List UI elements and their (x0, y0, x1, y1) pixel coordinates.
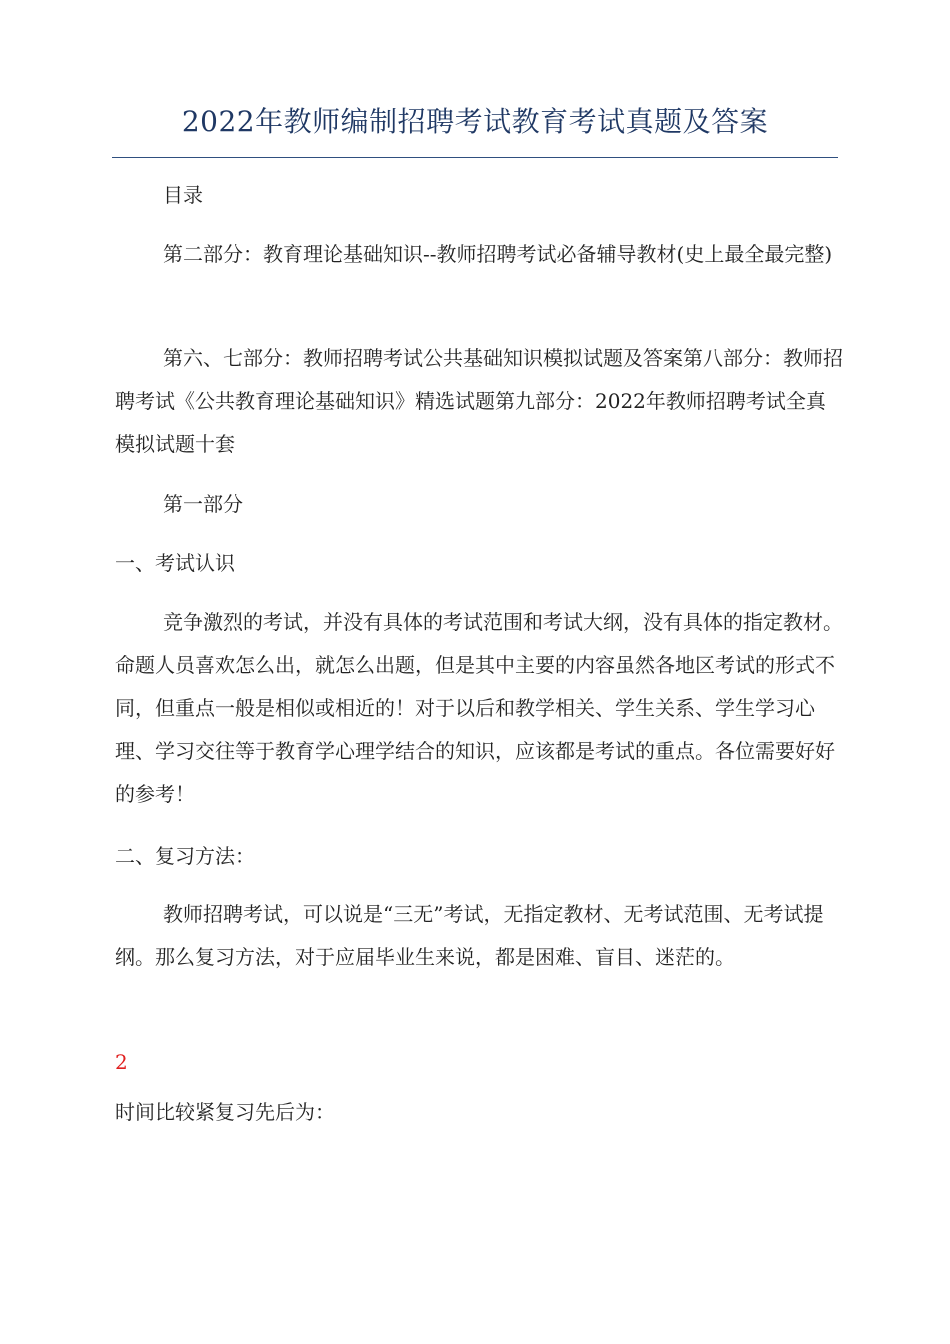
part-heading: 第一部分 (163, 492, 243, 516)
page-number: 2 (115, 1050, 128, 1074)
toc-line-part-2: 第二部分：教育理论基础知识--教师招聘考试必备辅导教材(史上最全最完整) (163, 242, 833, 266)
title-divider (112, 157, 838, 158)
toc-heading: 目录 (163, 183, 203, 207)
document-title: 2022年教师编制招聘考试教育考试真题及答案 (181, 105, 769, 138)
section-2-body: 教师招聘考试，可以说是“三无”考试，无指定教材、无考试范围、无考试提纲。那么复习方法，对于应届毕业生来说，都是困难、盲目、迷茫的。 (115, 902, 824, 969)
section-1-body: 竞争激烈的考试，并没有具体的考试范围和考试大纲，没有具体的指定教材。命题人员喜欢怎么出，就怎么出题，但是其中主要的内容虽然各地区考试的形式不同，但重点一般是相似或相近的！对于以后和教学相关、学生关系、学生学习心理、学习交往等于教育学心理学结合的知识，应该都是考试的重点。各位需要好好的参考！ (115, 610, 843, 806)
toc-line-parts-6-9: 第六、七部分：教师招聘考试公共基础知识模拟试题及答案第八部分：教师招聘考试《公共教育理论基础知识》精选试题第九部分：2022年教师招聘考试全真模拟试题十套 (115, 346, 843, 456)
section-1-heading: 一、考试认识 (115, 551, 235, 575)
section-2-heading: 二、复习方法： (115, 844, 255, 868)
closing-line: 时间比较紧复习先后为： (115, 1100, 335, 1124)
